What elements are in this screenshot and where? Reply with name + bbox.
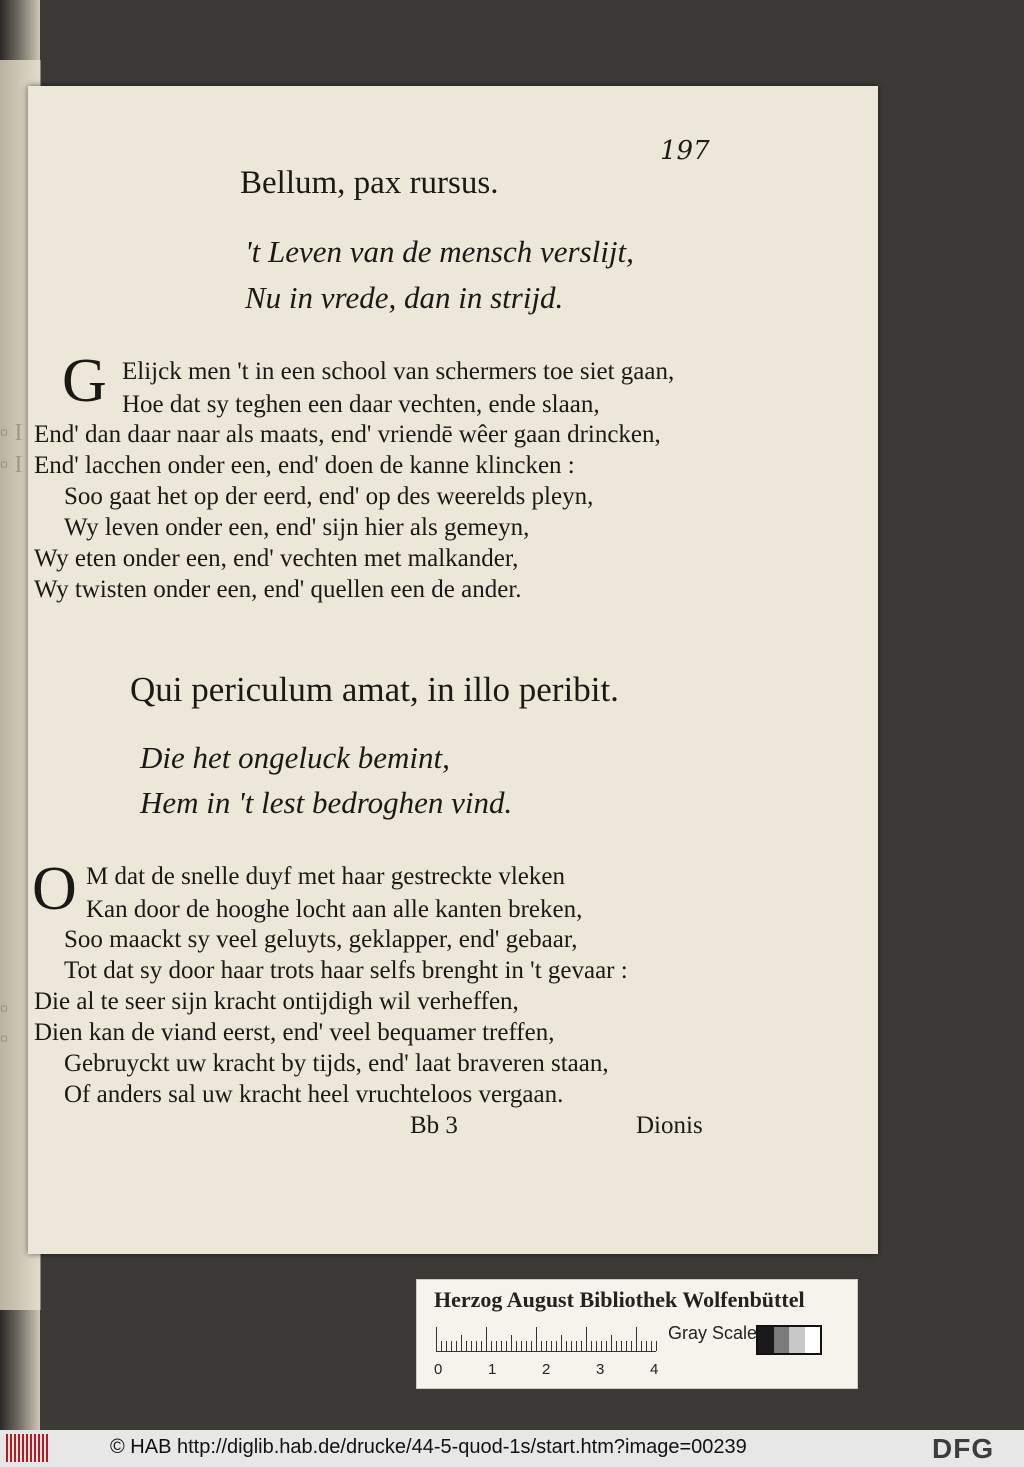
ruler-number: 0: [434, 1361, 443, 1378]
verse-line: Gebruyckt uw kracht by tijds, end' laat braveren staan,: [64, 1050, 609, 1077]
catchword: Dionis: [636, 1112, 703, 1139]
ruler-tick: [571, 1341, 572, 1351]
ruler-tick: [481, 1341, 482, 1351]
ruler-tick: [576, 1341, 577, 1351]
dfg-logo: DFG: [932, 1433, 995, 1464]
ruler-tick: [521, 1341, 522, 1351]
ruler-tick: [566, 1341, 567, 1351]
ruler-tick: [451, 1341, 452, 1351]
ruler-tick: [441, 1341, 442, 1351]
ruler-tick: [511, 1335, 512, 1351]
ruler-number: 4: [650, 1361, 659, 1378]
verse-line: End' dan daar naar als maats, end' vriendē wêer gaan drincken,: [34, 421, 661, 448]
verse-line: Elijck men 't in een school van schermers toe siet gaan,: [122, 358, 675, 385]
drop-cap: O: [32, 855, 77, 923]
verse-line: M dat de snelle duyf met haar gestreckte vleken: [86, 863, 565, 890]
motto-line: 't Leven van de mensch verslijt,: [245, 234, 634, 269]
verse-line: Kan door de hooghe locht aan alle kanten breken,: [86, 896, 583, 923]
ruler-tick: [561, 1335, 562, 1351]
verse-line: Hoe dat sy teghen een daar vechten, ende slaan,: [122, 391, 600, 418]
ruler-tick: [506, 1341, 507, 1351]
ruler-tick: [631, 1341, 632, 1351]
library-label-title: Herzog August Bibliothek Wolfenbüttel: [434, 1287, 805, 1312]
ruler-tick: [611, 1335, 612, 1351]
verse-line: End' lacchen onder een, end' doen de kanne klincken :: [34, 452, 575, 479]
drop-cap: G: [62, 347, 107, 415]
bleed-mark: ▫: [0, 996, 9, 1022]
ruler-tick: [621, 1341, 622, 1351]
ruler-number: 3: [596, 1361, 605, 1378]
ruler-tick: [646, 1341, 647, 1351]
verse-line: Wy eten onder een, end' vechten met malkander,: [34, 545, 519, 572]
ruler-tick: [471, 1341, 472, 1351]
bleed-mark: ▫ I: [0, 452, 23, 478]
ruler-tick: [531, 1341, 532, 1351]
ruler-tick: [606, 1341, 607, 1351]
ruler-tick: [596, 1341, 597, 1351]
ruler-tick: [636, 1327, 637, 1351]
verse-line: Wy leven onder een, end' sijn hier als gemeyn,: [64, 514, 530, 541]
hab-barcode-icon: [6, 1434, 48, 1462]
gray-scale-bar: [756, 1325, 822, 1355]
verse-line: Tot dat sy door haar trots haar selfs brenght in 't gevaar :: [64, 957, 628, 984]
section-heading: Qui periculum amat, in illo peribit.: [130, 670, 619, 709]
ruler-tick: [616, 1341, 617, 1351]
motto-line: Die het ongeluck bemint,: [140, 740, 450, 775]
verse-line: Wy twisten onder een, end' quellen een de ander.: [34, 576, 522, 603]
page-number: 197: [660, 136, 710, 166]
scale-ruler: [436, 1325, 656, 1352]
bleed-mark: ▫ I: [0, 420, 23, 446]
ruler-tick: [546, 1341, 547, 1351]
ruler-tick: [461, 1335, 462, 1351]
motto-line: Nu in vrede, dan in strijd.: [245, 280, 564, 315]
ruler-tick: [466, 1341, 467, 1351]
verse-line: Die al te seer sijn kracht ontijdigh wil verheffen,: [34, 988, 519, 1015]
gray-scale-label: Gray Scale: [668, 1323, 758, 1343]
ruler-tick: [641, 1341, 642, 1351]
ruler-tick: [456, 1341, 457, 1351]
verse-line: Soo gaat het op der eerd, end' op des weerelds pleyn,: [64, 483, 594, 510]
copyright-link[interactable]: © HAB http://diglib.hab.de/drucke/44-5-quod-1s/start.htm?image=00239: [110, 1436, 747, 1458]
ruler-tick: [591, 1341, 592, 1351]
ruler-tick: [496, 1341, 497, 1351]
ruler-tick: [586, 1327, 587, 1351]
ruler-tick: [526, 1341, 527, 1351]
ruler-tick: [436, 1327, 437, 1351]
verse-line: Of anders sal uw kracht heel vruchteloos vergaan.: [64, 1081, 564, 1108]
ruler-tick: [536, 1327, 537, 1351]
ruler-tick: [516, 1341, 517, 1351]
ruler-tick: [491, 1341, 492, 1351]
signature-mark: Bb 3: [410, 1112, 458, 1139]
verse-line: Soo maackt sy veel geluyts, geklapper, end' gebaar,: [64, 926, 578, 953]
ruler-number: 2: [542, 1361, 551, 1378]
section-heading: Bellum, pax rursus.: [240, 165, 499, 201]
ruler-tick: [581, 1341, 582, 1351]
ruler-tick: [476, 1341, 477, 1351]
ruler-tick: [626, 1341, 627, 1351]
ruler-tick: [651, 1341, 652, 1351]
ruler-tick: [541, 1341, 542, 1351]
ruler-tick: [446, 1341, 447, 1351]
ruler-tick: [656, 1341, 657, 1351]
bleed-mark: ▫: [0, 1026, 9, 1052]
ruler-tick: [601, 1341, 602, 1351]
ruler-tick: [486, 1327, 487, 1351]
ruler-tick: [501, 1341, 502, 1351]
ruler-number: 1: [488, 1361, 497, 1378]
motto-line: Hem in 't lest bedroghen vind.: [140, 785, 513, 820]
verse-line: Dien kan de viand eerst, end' veel bequamer treffen,: [34, 1019, 555, 1046]
ruler-tick: [556, 1341, 557, 1351]
ruler-tick: [551, 1341, 552, 1351]
